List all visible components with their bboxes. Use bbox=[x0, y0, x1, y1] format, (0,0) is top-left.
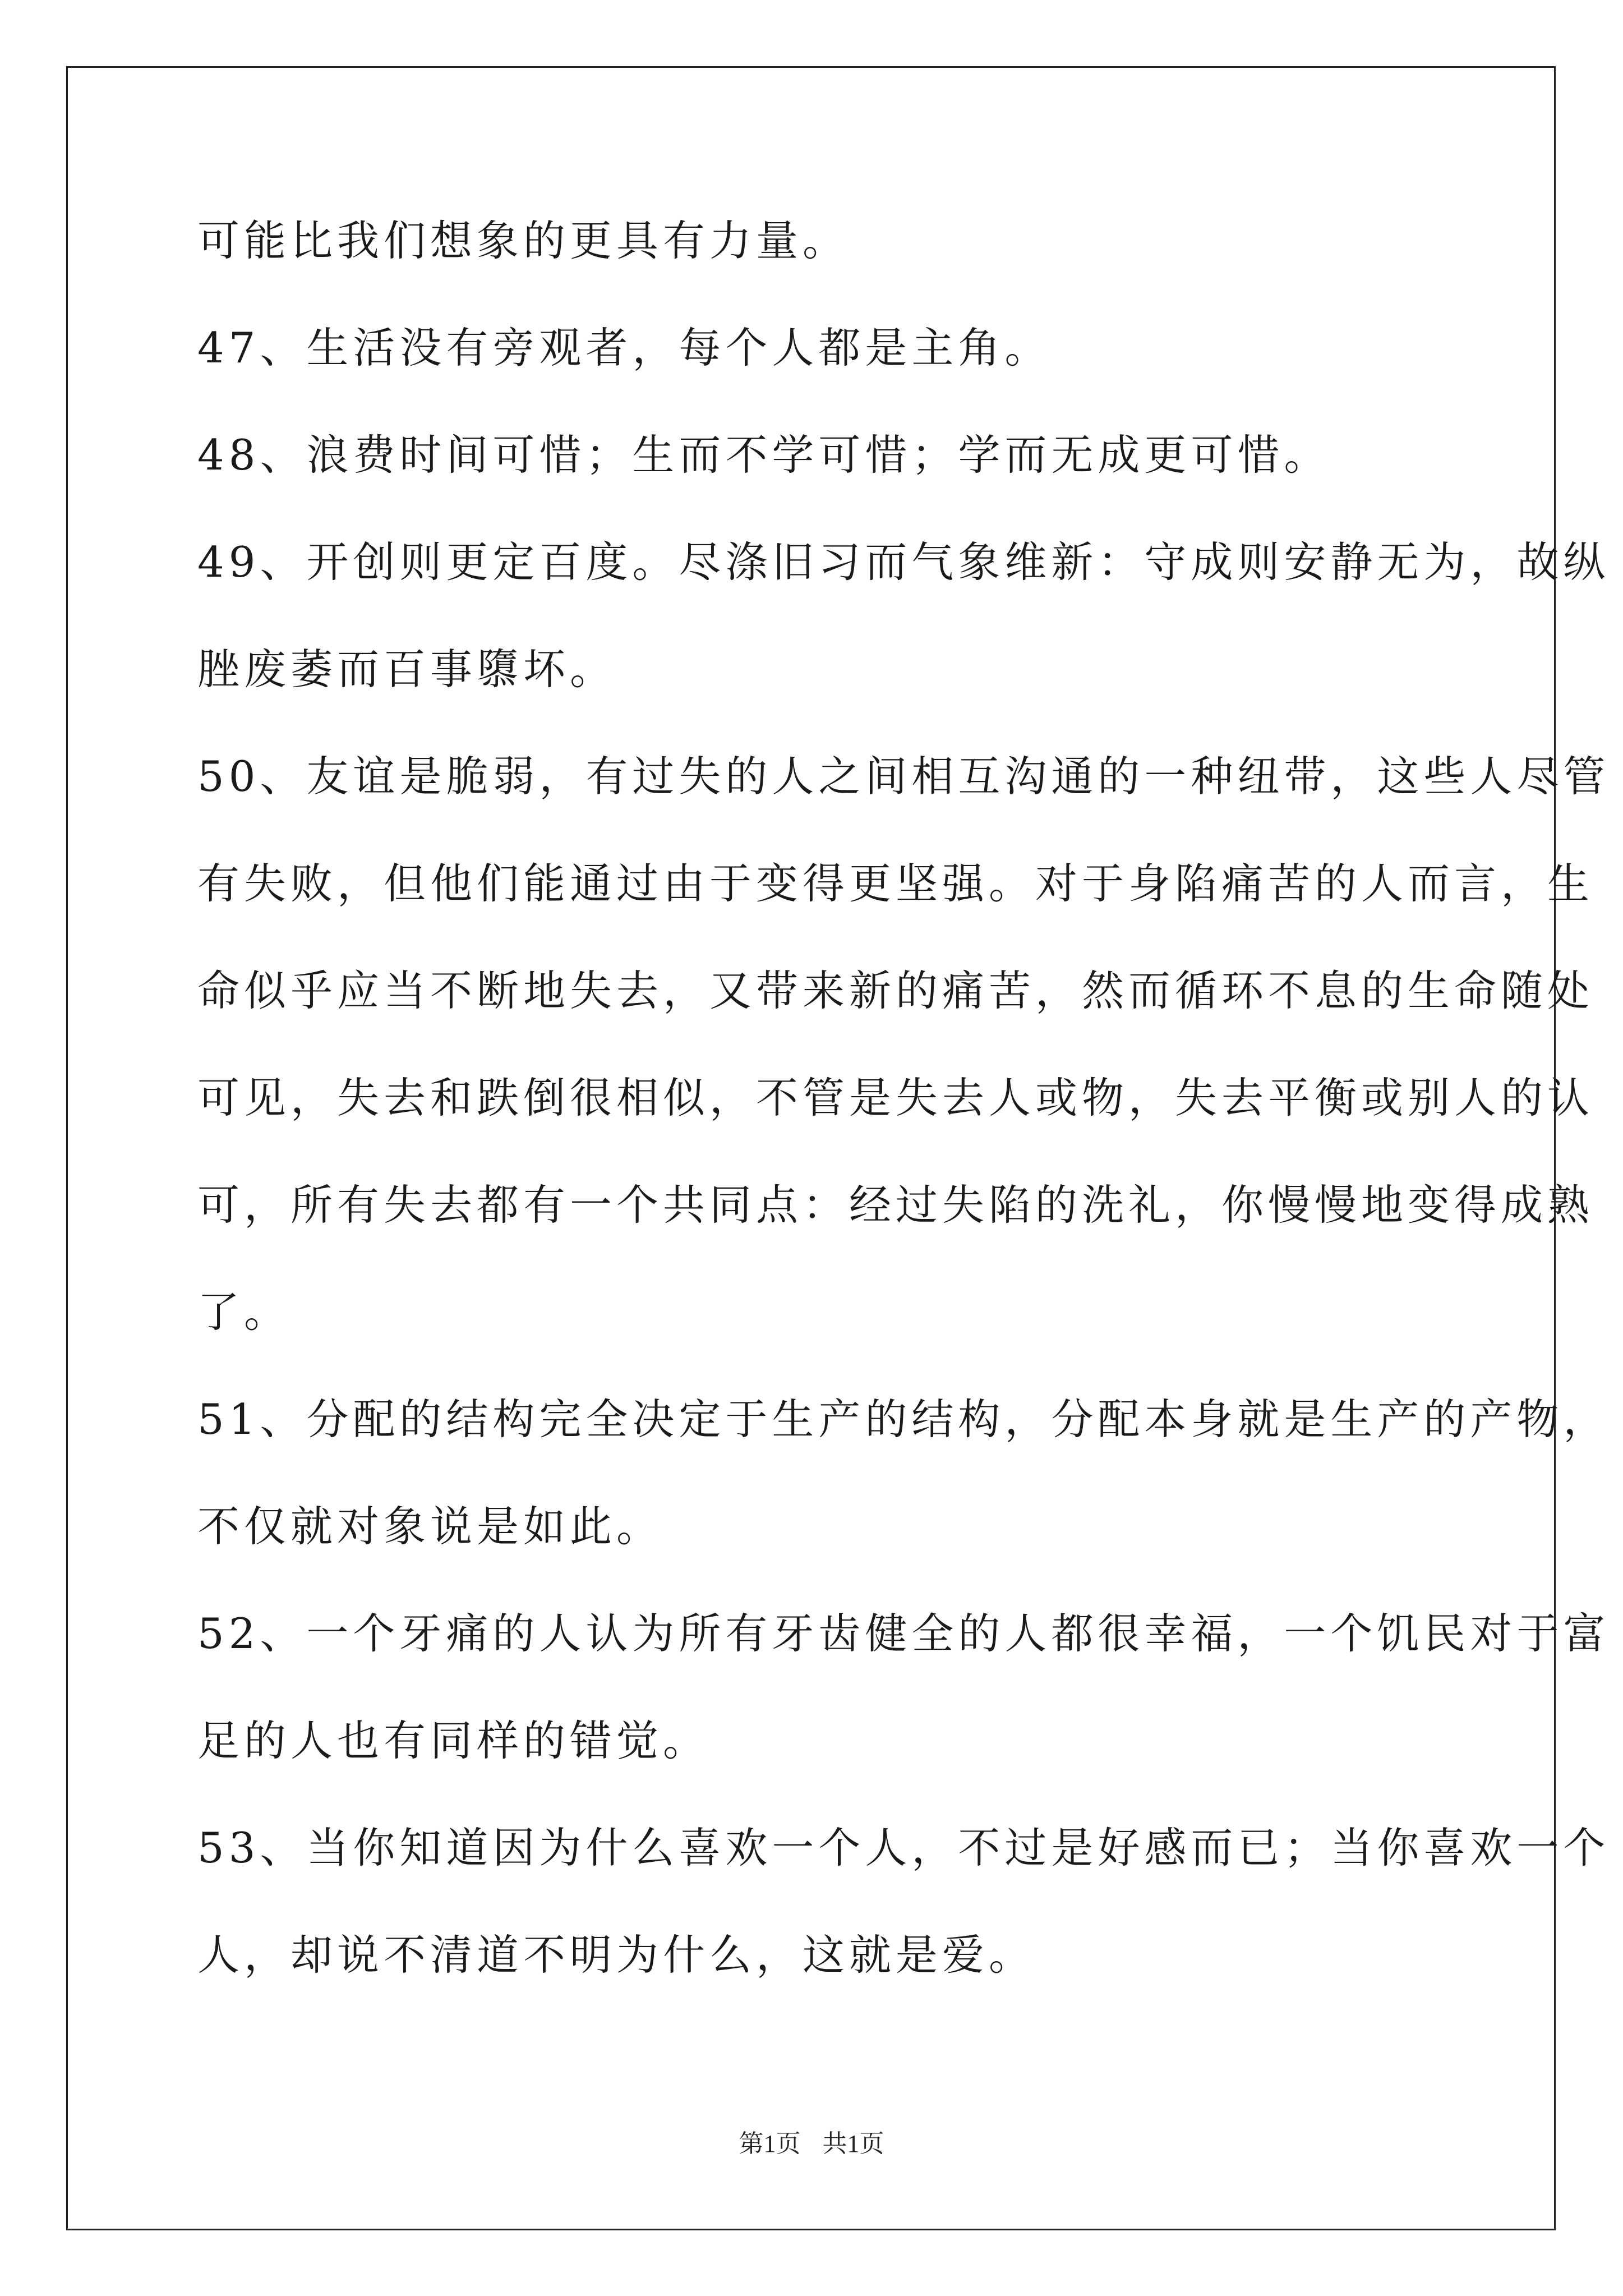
text-line: 可见，失去和跌倒很相似，不管是失去人或物，失去平衡或别人的认 bbox=[197, 1073, 1594, 1122]
text-line: 有失败，但他们能通过由于变得更坚强。对于身陷痛苦的人而言，生 bbox=[197, 859, 1594, 908]
text-line: 51、分配的结构完全决定于生产的结构，分配本身就是生产的产物， bbox=[197, 1395, 1610, 1444]
text-line: 可，所有失去都有一个共同点：经过失陷的洗礼，你慢慢地变得成熟 bbox=[197, 1180, 1594, 1230]
text-line: 47、生活没有旁观者，每个人都是主角。 bbox=[197, 323, 1052, 372]
text-line: 48、浪费时间可惜；生而不学可惜；学而无成更可惜。 bbox=[197, 430, 1331, 480]
page-number: 第1页 bbox=[739, 2130, 801, 2157]
text-line: 49、开创则更定百度。尽涤旧习而气象维新：守成则安静无为，故纵 bbox=[197, 537, 1610, 587]
page-footer bbox=[0, 2132, 1623, 2156]
text-line: 了。 bbox=[197, 1287, 291, 1337]
text-line: 可能比我们想象的更具有力量。 bbox=[197, 216, 850, 265]
text-line: 命似乎应当不断地失去，又带来新的痛苦，然而循环不息的生命随处 bbox=[197, 966, 1594, 1015]
text-line: 不仅就对象说是如此。 bbox=[197, 1502, 663, 1551]
text-line: 50、友谊是脆弱，有过失的人之间相互沟通的一种纽带，这些人尽管 bbox=[197, 752, 1610, 801]
text-line: 脞废萎而百事隳坏。 bbox=[197, 645, 617, 694]
document-body bbox=[197, 216, 1610, 2041]
text-line: 足的人也有同样的错觉。 bbox=[197, 1716, 710, 1765]
text-line: 52、一个牙痛的人认为所有牙齿健全的人都很幸福，一个饥民对于富 bbox=[197, 1609, 1610, 1658]
page-total: 共1页 bbox=[822, 2130, 884, 2157]
text-line: 人，却说不清道不明为什么，这就是爱。 bbox=[197, 1930, 1036, 1980]
text-line: 53、当你知道因为什么喜欢一个人，不过是好感而已；当你喜欢一个 bbox=[197, 1823, 1610, 1872]
